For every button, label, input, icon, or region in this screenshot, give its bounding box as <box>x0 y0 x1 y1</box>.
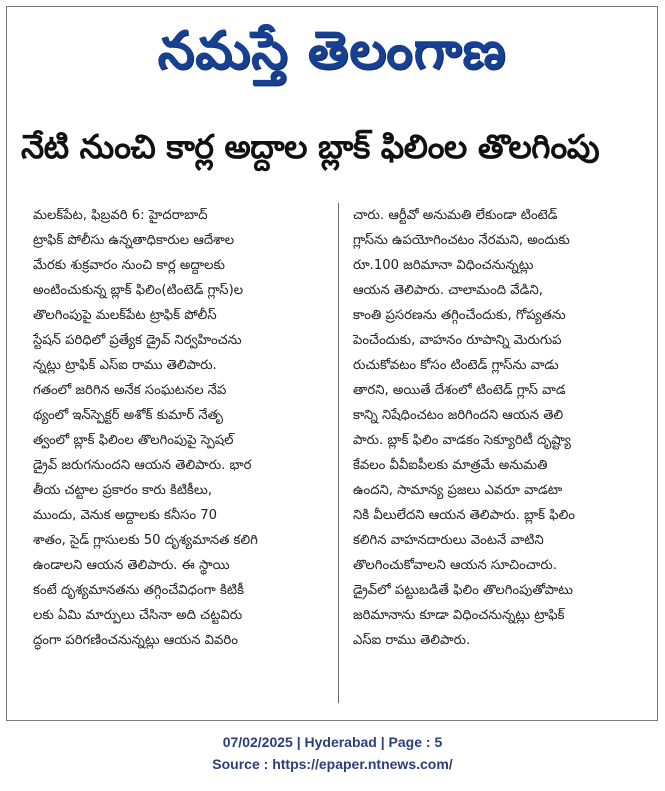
article-line: శాతం, సైడ్ గ్లాసులకు 50 దృశ్యమానత కలిగి <box>33 533 258 548</box>
article-column-right <box>353 203 643 703</box>
article-line: కేవలం వీవీఐపీలకు మాత్రమే అనుమతి <box>353 458 548 473</box>
article-line: స్టేషన్ పరిధిలో ప్రత్యేక డ్రైవ్ నిర్వహించను <box>33 333 242 348</box>
article-line: అంటించుకున్న బ్లాక్ ఫిలిం(టింటెడ్ గ్లాస్)ల <box>33 283 244 298</box>
article-line: నికి వీలులేదని ఆయన తెలిపారు. బ్లాక్ ఫిలిం <box>353 508 575 523</box>
article-line: కలిగిన వాహనదారులు వెంటనే వాటిని <box>353 533 544 548</box>
article-line: రుచుకోవటం కోసం టింటెడ్ గ్లాస్‌ను వాడు <box>353 358 559 373</box>
source-link[interactable]: Source : https://epaper.ntnews.com/ <box>212 756 453 772</box>
date-location-page: 07/02/2025 | Hyderabad | Page : 5 <box>222 734 443 750</box>
article-line: ఆయన తెలిపారు. చాలామంది వేడిని, <box>353 283 543 298</box>
article-line: ద్ధంగా పరిగణించనున్నట్లు ఆయన వివరిం <box>33 633 238 648</box>
article-line: రూ.100 జరిమానా విధించనున్నట్లు <box>353 258 534 273</box>
article-line: తారని, అయితే దేశంలో టింటెడ్ గ్లాస్ వాడ <box>353 383 566 398</box>
masthead-title: నమస్తే తెలంగాణ <box>157 21 507 81</box>
source-footer <box>0 731 665 775</box>
article-line: థ్యంలో ఇన్‌స్పెక్టర్ అశోక్ కుమార్ నేతృ <box>33 408 223 423</box>
article-line: పెంచేందుకు, వాహనం రూపాన్ని మెరుగుప <box>353 333 562 348</box>
article-line: మేరకు శుక్రవారం నుంచి కార్ల అద్దాలకు <box>33 258 225 273</box>
article-line: లకు ఏమి మార్పులు చేసినా అది చట్టవిరు <box>33 608 243 623</box>
article-line: డ్రైవ్ జరుగనుందని ఆయన తెలిపారు. భార <box>33 458 252 473</box>
article-line: చారు. ఆర్టీవో అనుమతి లేకుండా టింటెడ్ <box>353 208 558 223</box>
article-line: డ్రైవ్‌లో పట్టుబడితే ఫిలిం తొలగింపుతోపాటు <box>353 583 573 598</box>
article-line: కాన్ని నిషేధించటం జరిగిందని ఆయన తెలి <box>353 408 564 423</box>
article-column-left <box>33 203 323 703</box>
article-line: తొలగించుకోవాలని ఆయన సూచించారు. <box>353 558 557 573</box>
column-divider <box>338 203 339 703</box>
article-headline: నేటి నుంచి కార్ల అద్దాల బ్లాక్ ఫిలింల తొలగింపు <box>21 127 600 166</box>
article-line: ఉందని, సామాన్య ప్రజలు ఎవరూ వాడటా <box>353 483 563 498</box>
article-line: ముందు, వెనుక అద్దాలకు కనీసం 70 <box>33 508 218 523</box>
newspaper-clipping <box>6 6 658 721</box>
article-line: జరిమానాను కూడా విధించనున్నట్లు ట్రాఫిక్ <box>353 608 565 623</box>
article-line: ఉండాలని ఆయన తెలిపారు. ఈ స్థాయి <box>33 558 230 573</box>
article-line: తీయ చట్టాల ప్రకారం కారు కిటికీలు, <box>33 483 213 498</box>
article-line: కంటే దృశ్యమానతను తగ్గించేవిధంగా కిటికీ <box>33 583 244 598</box>
article-body <box>33 203 645 703</box>
article-line: త్వంలో బ్లాక్ ఫిలింల తొలగింపుపై స్పెషల్ <box>33 433 234 448</box>
masthead-logo <box>7 11 657 93</box>
article-line: పారు. బ్లాక్ ఫిలిం వాడకం సెక్యూరిటీ దృష్ట్యా <box>353 433 571 448</box>
article-line: గ్లాస్‌ను ఉపయోగించటం నేరమని, అందుకు <box>353 233 570 248</box>
article-line: మలక్‌పేట, ఫిబ్రవరి 6: హైదరాబాద్ <box>33 208 208 223</box>
article-line: ఎస్ఐ రాము తెలిపారు. <box>353 633 471 648</box>
article-line: న్నట్లు ట్రాఫిక్ ఎస్ఐ రాము తెలిపారు. <box>33 358 217 373</box>
article-line: తొలగింపుపై మలక్‌పేట ట్రాఫిక్ పోలీస్ <box>33 308 217 323</box>
article-line: ట్రాఫిక్ పోలీసు ఉన్నతాధికారుల ఆదేశాల <box>33 233 235 248</box>
article-line: కాంతి ప్రసరణను తగ్గించేందుకు, గోప్యతను <box>353 308 566 323</box>
article-line: గతంలో జరిగిన అనేక సంఘటనల నేప <box>33 383 227 398</box>
